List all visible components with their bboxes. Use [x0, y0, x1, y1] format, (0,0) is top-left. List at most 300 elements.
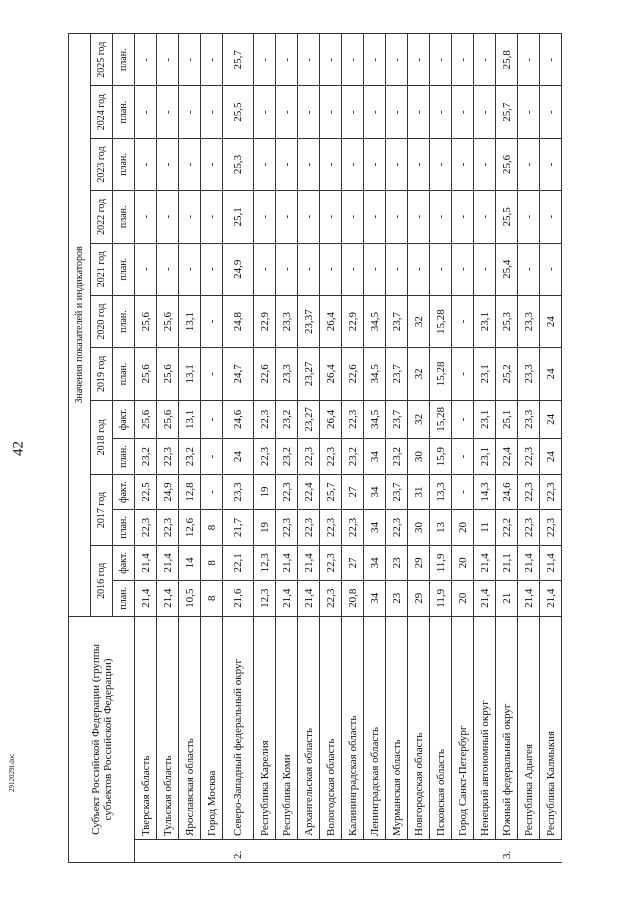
value-cell: 30 [408, 509, 430, 545]
value-cell: - [386, 34, 408, 86]
value-cell: - [298, 138, 320, 190]
value-cell: 23,7 [386, 400, 408, 439]
value-cell: 23,1 [474, 439, 496, 475]
value-cell: 23,2 [386, 439, 408, 475]
table-row [430, 34, 452, 863]
plan-header: план. [113, 191, 135, 243]
table-row [298, 34, 320, 863]
value-cell: - [342, 138, 364, 190]
subject-name: Ненецкий автономный округ [474, 616, 496, 839]
value-cell: 20 [452, 545, 474, 580]
value-cell: 23,37 [298, 295, 320, 347]
value-cell: 24 [223, 439, 254, 475]
table-row [254, 34, 276, 863]
value-cell: 25,7 [223, 34, 254, 86]
value-cell: 20 [452, 580, 474, 616]
value-cell: - [320, 138, 342, 190]
value-cell: - [474, 243, 496, 295]
value-cell: 34 [364, 545, 386, 580]
value-cell: - [179, 243, 201, 295]
value-cell: 8 [201, 580, 223, 616]
value-cell: 23,2 [276, 400, 298, 439]
value-cell: 22,3 [342, 400, 364, 439]
value-cell: 21,1 [496, 545, 518, 580]
value-cell: - [201, 439, 223, 475]
value-cell: - [157, 243, 179, 295]
value-cell: 22,3 [540, 475, 562, 510]
value-cell: 23,3 [518, 348, 540, 400]
value-cell: - [386, 138, 408, 190]
subject-name: Архангельская область [298, 616, 320, 839]
value-cell: 21,4 [518, 580, 540, 616]
value-cell: 22,9 [254, 295, 276, 347]
value-cell: 30 [408, 439, 430, 475]
year-header: 2019 год [91, 348, 113, 400]
value-cell: - [201, 400, 223, 439]
year-header: 2020 год [91, 295, 113, 347]
table-row [276, 34, 298, 863]
value-cell: - [452, 34, 474, 86]
value-cell: 25,6 [135, 348, 157, 400]
table-row [474, 34, 496, 863]
value-cell: 21,4 [157, 580, 179, 616]
value-cell: - [254, 243, 276, 295]
value-cell: 23,27 [298, 400, 320, 439]
plan-header: план. [113, 348, 135, 400]
subject-header: Субъект Российской Федерации (группы субъектов Российской Федерации) [69, 616, 135, 862]
value-cell: 14 [179, 545, 201, 580]
value-cell: 34,5 [364, 400, 386, 439]
value-cell: 32 [408, 400, 430, 439]
plan-header: план. [113, 138, 135, 190]
value-cell: 34 [364, 475, 386, 510]
value-cell: - [298, 191, 320, 243]
table-row [320, 34, 342, 863]
value-cell: 22,3 [157, 439, 179, 475]
value-cell: 25,5 [223, 86, 254, 138]
value-cell: 22,5 [135, 475, 157, 510]
value-cell: 23,2 [342, 439, 364, 475]
value-cell: - [135, 138, 157, 190]
value-cell: 24 [540, 348, 562, 400]
page-number: 42 [10, 441, 27, 456]
value-cell: 32 [408, 348, 430, 400]
value-cell: - [298, 243, 320, 295]
value-cell: - [430, 191, 452, 243]
table-row [496, 34, 518, 863]
value-cell: - [179, 34, 201, 86]
plan-header: план. [113, 580, 135, 616]
value-cell: 21,4 [474, 580, 496, 616]
value-cell: 23,7 [386, 475, 408, 510]
value-cell: - [518, 34, 540, 86]
value-cell: - [276, 34, 298, 86]
value-cell: 29 [408, 545, 430, 580]
value-cell: - [452, 295, 474, 347]
year-header: 2022 год [91, 191, 113, 243]
value-cell: 15,28 [430, 295, 452, 347]
value-cell: - [452, 475, 474, 510]
value-cell: 23,3 [518, 295, 540, 347]
value-cell: 20,8 [342, 580, 364, 616]
value-cell: - [179, 138, 201, 190]
value-cell: - [157, 138, 179, 190]
row-number [298, 840, 320, 863]
row-number [157, 840, 179, 863]
value-cell: 23 [386, 580, 408, 616]
values-header: Значения показателей и индикаторов [69, 34, 91, 617]
value-cell: 21,4 [540, 580, 562, 616]
table-row [386, 34, 408, 863]
value-cell: 22,3 [298, 439, 320, 475]
value-cell: - [157, 86, 179, 138]
value-cell: 24,6 [496, 475, 518, 510]
value-cell: 15,28 [430, 400, 452, 439]
value-cell: 22,3 [157, 509, 179, 545]
value-cell: 34 [364, 580, 386, 616]
value-cell: - [364, 191, 386, 243]
table-row [408, 34, 430, 863]
value-cell: 10,5 [179, 580, 201, 616]
subject-name: Псковская область [430, 616, 452, 839]
row-number [320, 840, 342, 863]
value-cell: 27 [342, 545, 364, 580]
value-cell: 12,3 [254, 580, 276, 616]
row-number [408, 840, 430, 863]
subject-name: Вологодская область [320, 616, 342, 839]
row-number [540, 840, 562, 863]
value-cell: 24,6 [223, 400, 254, 439]
value-cell: 22,3 [254, 400, 276, 439]
plan-header: план. [113, 86, 135, 138]
value-cell: 25,6 [135, 295, 157, 347]
value-cell: - [135, 86, 157, 138]
value-cell: 22,3 [518, 439, 540, 475]
subject-name: Республика Карелия [254, 616, 276, 839]
value-cell: 31 [408, 475, 430, 510]
value-cell: 12,6 [179, 509, 201, 545]
plan-header: план. [113, 439, 135, 475]
value-cell: - [320, 86, 342, 138]
subject-name: Калининградская область [342, 616, 364, 839]
value-cell: 23,7 [386, 295, 408, 347]
value-cell: - [540, 86, 562, 138]
value-cell: 22,3 [276, 475, 298, 510]
value-cell: 23 [386, 545, 408, 580]
value-cell: 19 [254, 509, 276, 545]
row-number [254, 840, 276, 863]
value-cell: 25,7 [320, 475, 342, 510]
plan-header: план. [113, 34, 135, 86]
value-cell: - [408, 86, 430, 138]
value-cell: - [452, 138, 474, 190]
value-cell: 11 [474, 509, 496, 545]
row-number: 2. [223, 840, 254, 863]
value-cell: - [157, 191, 179, 243]
row-number: 3. [496, 840, 518, 863]
value-cell: - [298, 34, 320, 86]
value-cell: 21,4 [298, 545, 320, 580]
table-row [223, 34, 254, 863]
value-cell: - [276, 138, 298, 190]
value-cell: 24 [540, 439, 562, 475]
value-cell: 13,1 [179, 400, 201, 439]
value-cell: 23,3 [223, 475, 254, 510]
value-cell: 26,4 [320, 348, 342, 400]
subject-name: Северо-Западный федеральный округ [223, 616, 254, 839]
row-number [518, 840, 540, 863]
value-cell: 25,1 [496, 400, 518, 439]
value-cell: - [298, 86, 320, 138]
value-cell: 25,6 [157, 295, 179, 347]
value-cell: - [364, 86, 386, 138]
value-cell: - [474, 86, 496, 138]
year-header: 2024 год [91, 86, 113, 138]
year-header: 2017 год [91, 475, 113, 546]
value-cell: - [201, 138, 223, 190]
value-cell: - [540, 34, 562, 86]
year-header: 2016 год [91, 545, 113, 616]
value-cell: - [430, 138, 452, 190]
value-cell: 24,7 [223, 348, 254, 400]
value-cell: 22,6 [254, 348, 276, 400]
value-cell: - [342, 34, 364, 86]
value-cell: 20 [452, 509, 474, 545]
value-cell: 22,3 [320, 509, 342, 545]
value-cell: 21 [496, 580, 518, 616]
value-cell: - [201, 191, 223, 243]
value-cell: - [408, 138, 430, 190]
value-cell: 22,3 [298, 509, 320, 545]
table-row [452, 34, 474, 863]
row-number [386, 840, 408, 863]
value-cell: 23,1 [474, 295, 496, 347]
value-cell: - [342, 243, 364, 295]
value-cell: 22,3 [320, 580, 342, 616]
value-cell: - [135, 243, 157, 295]
value-cell: - [430, 34, 452, 86]
value-cell: 21,4 [540, 545, 562, 580]
value-cell: 22,3 [386, 509, 408, 545]
value-cell: 21,4 [276, 545, 298, 580]
value-cell: - [201, 34, 223, 86]
value-cell: 22,3 [254, 439, 276, 475]
value-cell: 29 [408, 580, 430, 616]
value-cell: - [201, 295, 223, 347]
value-cell: 25,4 [496, 243, 518, 295]
value-cell: - [276, 86, 298, 138]
subject-name: Южный федеральный округ [496, 616, 518, 839]
row-number [135, 840, 157, 863]
value-cell: 21,7 [223, 509, 254, 545]
value-cell: 21,4 [276, 580, 298, 616]
value-cell: 22,3 [518, 509, 540, 545]
row-number [201, 840, 223, 863]
table-row [364, 34, 386, 863]
value-cell: - [320, 34, 342, 86]
value-cell: 21,4 [298, 580, 320, 616]
value-cell: - [320, 191, 342, 243]
value-cell: - [254, 34, 276, 86]
value-cell: 15,9 [430, 439, 452, 475]
value-cell: - [452, 439, 474, 475]
year-header: 2025 год [91, 34, 113, 86]
year-header: 2023 год [91, 138, 113, 190]
subject-name: Мурманская область [386, 616, 408, 839]
value-cell: 24,8 [223, 295, 254, 347]
year-header: 2021 год [91, 243, 113, 295]
value-cell: - [201, 86, 223, 138]
table-row [342, 34, 364, 863]
subject-name: Республика Адыгея [518, 616, 540, 839]
value-cell: 19 [254, 475, 276, 510]
value-cell: 21,4 [474, 545, 496, 580]
subject-name: Город Москва [201, 616, 223, 839]
value-cell: - [276, 191, 298, 243]
value-cell: - [452, 348, 474, 400]
value-cell: - [474, 138, 496, 190]
subject-name: Республика Калмыкия [540, 616, 562, 839]
fact-header: факт. [113, 475, 135, 510]
value-cell: - [474, 191, 496, 243]
value-cell: - [518, 191, 540, 243]
subject-name: Ленинградская область [364, 616, 386, 839]
value-cell: 15,28 [430, 348, 452, 400]
table-row [135, 34, 157, 863]
value-cell: 12,8 [179, 475, 201, 510]
value-cell: - [518, 138, 540, 190]
value-cell: 22,3 [320, 545, 342, 580]
value-cell: 24 [540, 400, 562, 439]
value-cell: - [179, 86, 201, 138]
value-cell: 24,9 [223, 243, 254, 295]
value-cell: 22,9 [342, 295, 364, 347]
subject-name: Республика Коми [276, 616, 298, 839]
value-cell: - [386, 86, 408, 138]
value-cell: - [386, 191, 408, 243]
value-cell: 34 [364, 439, 386, 475]
subject-name: Тверская область [135, 616, 157, 839]
value-cell: 23,1 [474, 400, 496, 439]
value-cell: - [157, 34, 179, 86]
plan-header: план. [113, 295, 135, 347]
value-cell: 23,2 [135, 439, 157, 475]
value-cell: 22,1 [223, 545, 254, 580]
value-cell: 34,5 [364, 348, 386, 400]
value-cell: - [518, 243, 540, 295]
value-cell: 22,3 [342, 509, 364, 545]
value-cell: 27 [342, 475, 364, 510]
document-code: 2912029l.doc [8, 753, 16, 792]
plan-header: план. [113, 243, 135, 295]
value-cell: - [364, 34, 386, 86]
value-cell: 26,4 [320, 295, 342, 347]
value-cell: 25,7 [496, 86, 518, 138]
value-cell: 21,4 [157, 545, 179, 580]
value-cell: 23,27 [298, 348, 320, 400]
subject-name: Ярославская область [179, 616, 201, 839]
value-cell: 25,6 [157, 348, 179, 400]
row-number [452, 840, 474, 863]
value-cell: 12,3 [254, 545, 276, 580]
value-cell: 23,3 [276, 295, 298, 347]
table-row [179, 34, 201, 863]
subject-name: Город Санкт-Петербург [452, 616, 474, 839]
value-cell: 32 [408, 295, 430, 347]
value-cell: 21,4 [518, 545, 540, 580]
value-cell: - [179, 191, 201, 243]
table-row [540, 34, 562, 863]
table-row [157, 34, 179, 863]
value-cell: 22,3 [276, 509, 298, 545]
row-number [276, 840, 298, 863]
plan-header: план. [113, 509, 135, 545]
value-cell: 13,1 [179, 348, 201, 400]
value-cell: - [540, 243, 562, 295]
value-cell: 22,2 [496, 509, 518, 545]
value-cell: 8 [201, 545, 223, 580]
value-cell: 22,6 [342, 348, 364, 400]
row-number [430, 840, 452, 863]
value-cell: - [364, 243, 386, 295]
value-cell: 24,9 [157, 475, 179, 510]
value-cell: - [135, 34, 157, 86]
value-cell: 23,7 [386, 348, 408, 400]
value-cell: 25,2 [496, 348, 518, 400]
value-cell: 23,2 [179, 439, 201, 475]
value-cell: 8 [201, 509, 223, 545]
subject-name: Тульская область [157, 616, 179, 839]
value-cell: - [430, 86, 452, 138]
value-cell: 25,6 [135, 400, 157, 439]
value-cell: 22,3 [540, 509, 562, 545]
value-cell: - [254, 86, 276, 138]
page-number-container [4, 440, 34, 470]
rotated-table-container [68, 33, 608, 863]
value-cell: - [408, 191, 430, 243]
value-cell: - [201, 348, 223, 400]
value-cell: - [474, 34, 496, 86]
row-number [474, 840, 496, 863]
value-cell: - [518, 86, 540, 138]
value-cell: - [201, 243, 223, 295]
value-cell: - [408, 34, 430, 86]
value-cell: - [452, 400, 474, 439]
value-cell: 25,5 [496, 191, 518, 243]
fact-header: факт. [113, 400, 135, 439]
row-number [342, 840, 364, 863]
row-number [364, 840, 386, 863]
value-cell: 13,3 [430, 475, 452, 510]
value-cell: - [276, 243, 298, 295]
value-cell: - [364, 138, 386, 190]
table-row [518, 34, 540, 863]
value-cell: - [540, 191, 562, 243]
table-row [201, 34, 223, 863]
value-cell: 25,1 [223, 191, 254, 243]
value-cell: 24 [540, 295, 562, 347]
row-number [179, 840, 201, 863]
value-cell: 25,3 [223, 138, 254, 190]
value-cell: - [452, 86, 474, 138]
value-cell: 23,3 [518, 400, 540, 439]
value-cell: - [408, 243, 430, 295]
value-cell: 21,4 [135, 580, 157, 616]
value-cell: 22,3 [320, 439, 342, 475]
value-cell: 13 [430, 509, 452, 545]
value-cell: 21,4 [135, 545, 157, 580]
value-cell: 23,2 [276, 439, 298, 475]
